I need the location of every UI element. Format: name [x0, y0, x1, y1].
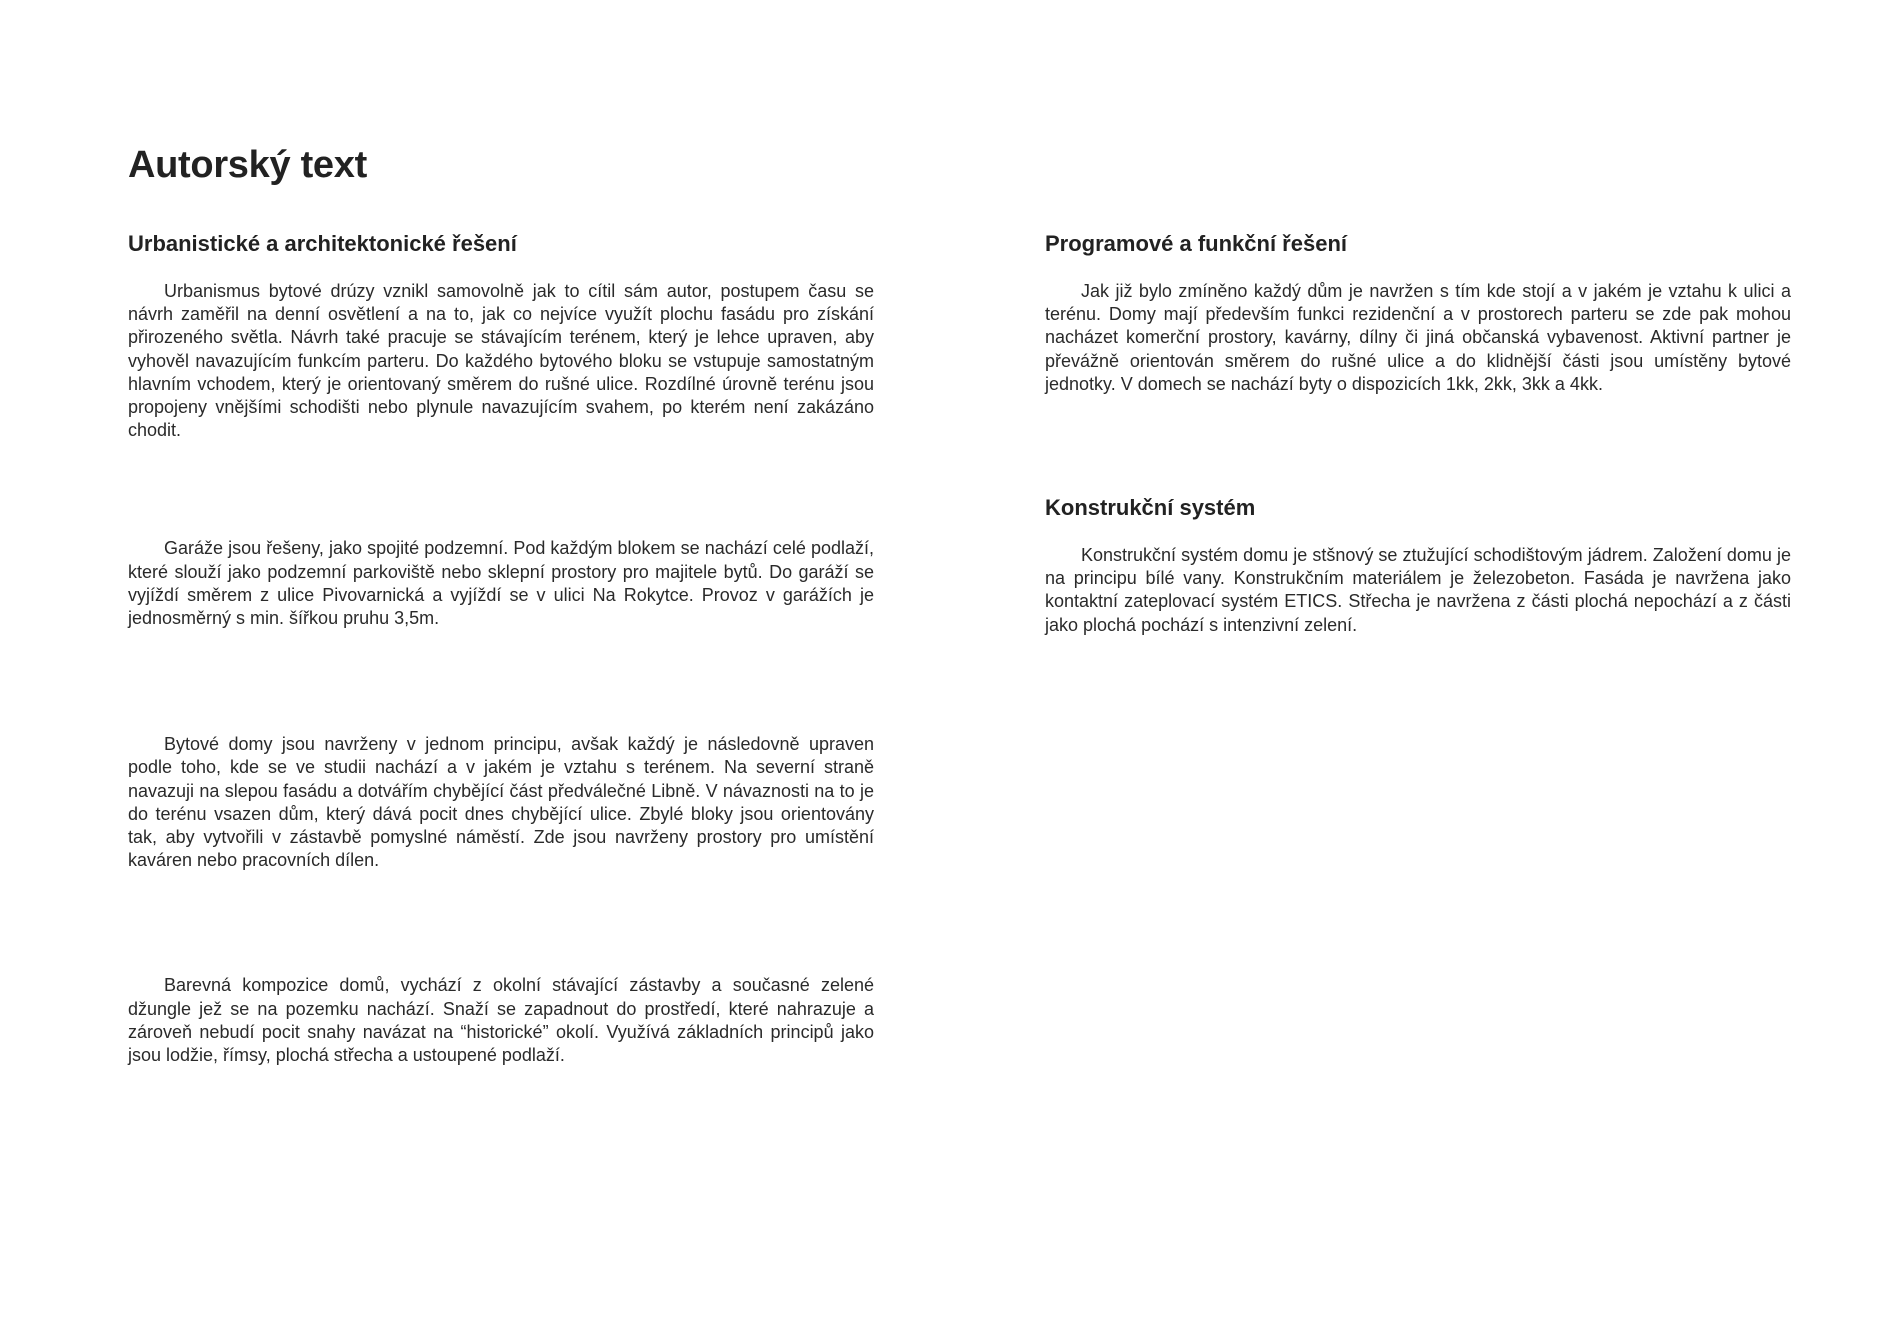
- paragraph-garages: Garáže jsou řešeny, jako spojité podzemní. Pod každým blokem se nachází celé podlaží, které slouží jako podzemní parkoviště nebo sklepní prostory pro majitele bytů. Do garáží se vyjíždí směrem z ulice Pivovarnická a vyjíždí se v ulici Na Rokytce. Provoz v garážích je jednosměrný s min. šířkou pruhu 3,5m.: [128, 538, 874, 629]
- page-title: Autorský text: [128, 144, 367, 186]
- section-heading-urbanism: Urbanistické a architektonické řešení: [128, 231, 517, 256]
- paragraph-color-composition: Barevná kompozice domů, vychází z okolní stávající zástavby a současné zelené džungle jež se na pozemku nachází. Snaží se zapadnout do prostředí, které nahrazuje a zároveň nebudí pocit snahy navázat na “historické” okolí. Využívá základních principů jako jsou lodžie, římsy, plochá střecha a ustoupené podlaží.: [128, 975, 874, 1066]
- paragraph-construction: Konstrukční systém domu je stšnový se ztužující schodištovým jádrem. Založení domu je na principu bílé vany. Konstrukčním materiálem je železobeton. Fasáda je navržena jako kontaktní zateplovací systém ETICS. Střecha je navržena z části plochá nepochází a z části jako plochá pochází s intenzivní zelení.: [1045, 545, 1791, 635]
- paragraph-apartment-buildings: Bytové domy jsou navrženy v jednom principu, avšak každý je následovně upraven podle toho, kde se ve studii nachází a v jakém je vztahu s terénem. Na severní straně navazuji na slepou fasádu a dotvářím chybějící část předválečné Libně. V návaznosti na to je do terénu vsazen dům, který dává pocit dnes chybějící ulice. Zbylé bloky jsou orientovány tak, aby vytvořili v zástavbě pomyslné náměstí. Zde jsou navrženy prostory pro umístění kaváren nebo pracovních dílen.: [128, 734, 874, 871]
- paragraph-urbanism: Urbanismus bytové drúzy vznikl samovolně jak to cítil sám autor, postupem času se návrh zaměřil na denní osvětlení a na to, jak co nejvíce využít plochu fasádu pro získání přirozeného světla. Návrh také pracuje se stávajícím terénem, který je lehce upraven, aby vyhověl navazujícím funkcím parteru. Do každého bytového bloku se vstupuje samostatným hlavním vchodem, který je orientovaný směrem do rušné ulice. Rozdílné úrovně terénu jsou propojeny vnějšími schodišti nebo plynule navazujícím svahem, po kterém není zakázáno chodit.: [128, 281, 874, 441]
- right-column: [1045, 230, 1791, 637]
- section-heading-construction: Konstrukční systém: [1045, 495, 1256, 521]
- section-heading-program: Programové a funkční řešení: [1045, 231, 1347, 256]
- paragraph-program: Jak již bylo zmíněno každý dům je navržen s tím kde stojí a v jakém je vztahu k ulici a terénu. Domy mají především funkci rezidenční a v prostorech parteru se zde pak mohou nacházet komerční prostory, kavárny, dílny či jiná občanská vybavenost. Aktivní partner je převážně orientován směrem do rušné ulice a do klidnější části jsou umístěny bytové jednotky. V domech se nachází byty o dispozicích 1kk, 2kk, 3kk a 4kk.: [1045, 281, 1791, 394]
- left-column: [128, 230, 874, 1067]
